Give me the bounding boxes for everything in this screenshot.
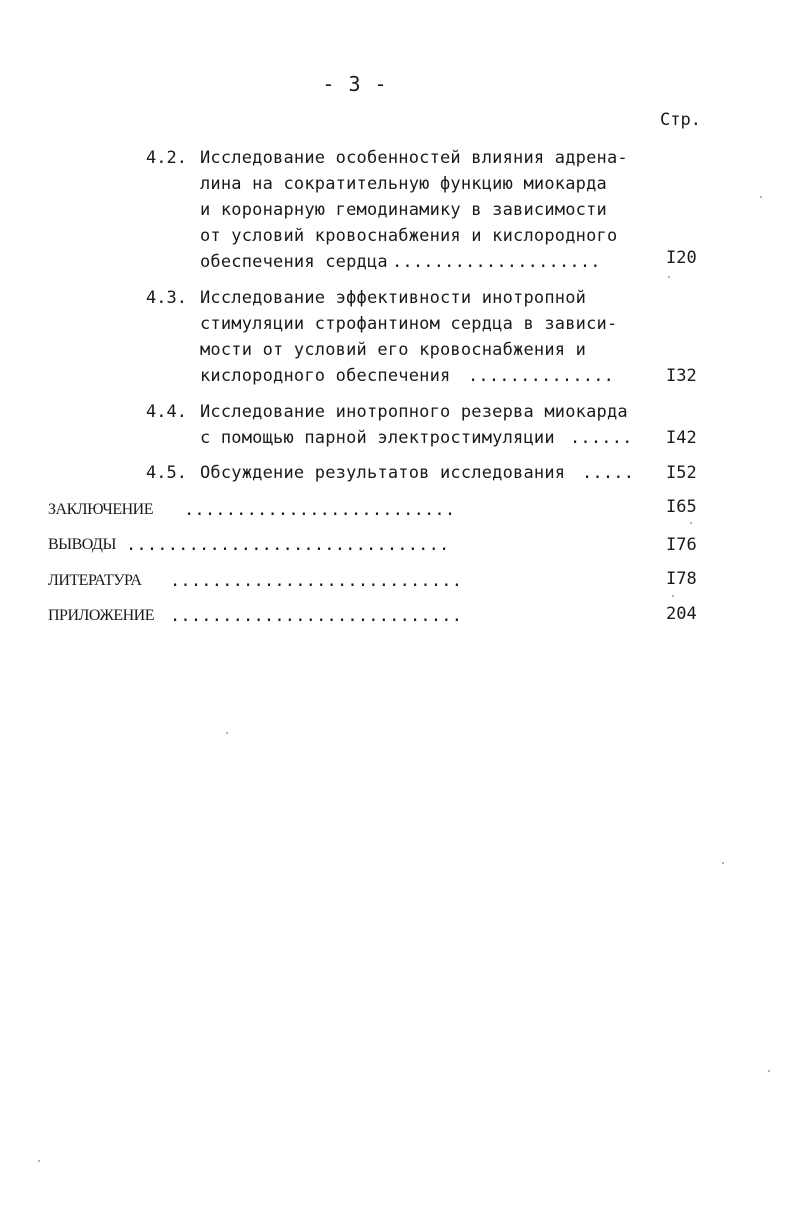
toc-page-ref: I65 [666, 497, 697, 517]
toc-page-ref: I52 [666, 463, 697, 483]
toc-entry-line: мости от условий его кровоснабжения и [200, 340, 587, 360]
toc-leader-dots: ...... [570, 428, 633, 448]
toc-page-ref: 204 [666, 604, 697, 624]
scan-speck [760, 196, 762, 198]
toc-section-title: ПРИЛОЖЕНИЕ [48, 607, 155, 624]
toc-leader-dots: ............................... [126, 535, 450, 555]
toc-entry-line: лина на сократительную функцию миокарда [200, 174, 607, 194]
toc-entry-number: 4.2. [146, 148, 187, 168]
toc-page-ref: I20 [666, 248, 697, 268]
toc-entry-line: и коронарную гемодинамику в зависимости [200, 200, 607, 220]
toc-entry-number: 4.4. [146, 402, 187, 422]
scan-speck [38, 1160, 40, 1162]
toc-section-title: ВЫВОДЫ [48, 536, 116, 553]
toc-page-ref: I32 [666, 366, 697, 386]
page-column-label: Стр. [660, 110, 701, 130]
toc-leader-dots: ............................ [170, 606, 463, 626]
toc-entry-line: от условий кровоснабжения и кислородного [200, 226, 618, 246]
page-number: - 3 - [322, 72, 388, 96]
toc-entry-line: Обсуждение результатов исследования [200, 463, 566, 483]
toc-section-title: ЗАКЛЮЧЕНИЕ [48, 501, 153, 518]
toc-page-ref: I76 [666, 535, 697, 555]
toc-entry-line: Исследование инотропного резерва миокарда [200, 402, 628, 422]
toc-entry-line: с помощью парной электростимуляции [200, 428, 555, 448]
toc-entry-line: стимуляции строфантином сердца в зависи- [200, 314, 618, 334]
scan-speck [226, 732, 228, 734]
scan-speck [668, 276, 670, 278]
toc-leader-dots: ............................ [170, 571, 463, 591]
toc-entry-line: кислородного обеспечения [200, 366, 451, 386]
toc-entry-line: обеспечения сердца [200, 252, 388, 272]
scan-speck [722, 862, 724, 864]
scan-speck [690, 522, 692, 524]
toc-entry-number: 4.3. [146, 288, 187, 308]
toc-leader-dots: ..... [582, 463, 635, 483]
toc-leader-dots: .......................... [184, 500, 456, 520]
toc-leader-dots: .............. [468, 366, 615, 386]
toc-page-ref: I78 [666, 569, 697, 589]
toc-entry-number: 4.5. [146, 463, 187, 483]
scan-speck [768, 1070, 770, 1072]
toc-entry-line: Исследование эффективности инотропной [200, 288, 587, 308]
toc-section-title: ЛИТЕРАТУРА [48, 572, 142, 589]
toc-entry-line: Исследование особенностей влияния адрена- [200, 148, 628, 168]
scan-speck [672, 595, 674, 597]
toc-leader-dots: .................... [392, 252, 601, 272]
toc-page-ref: I42 [666, 428, 697, 448]
